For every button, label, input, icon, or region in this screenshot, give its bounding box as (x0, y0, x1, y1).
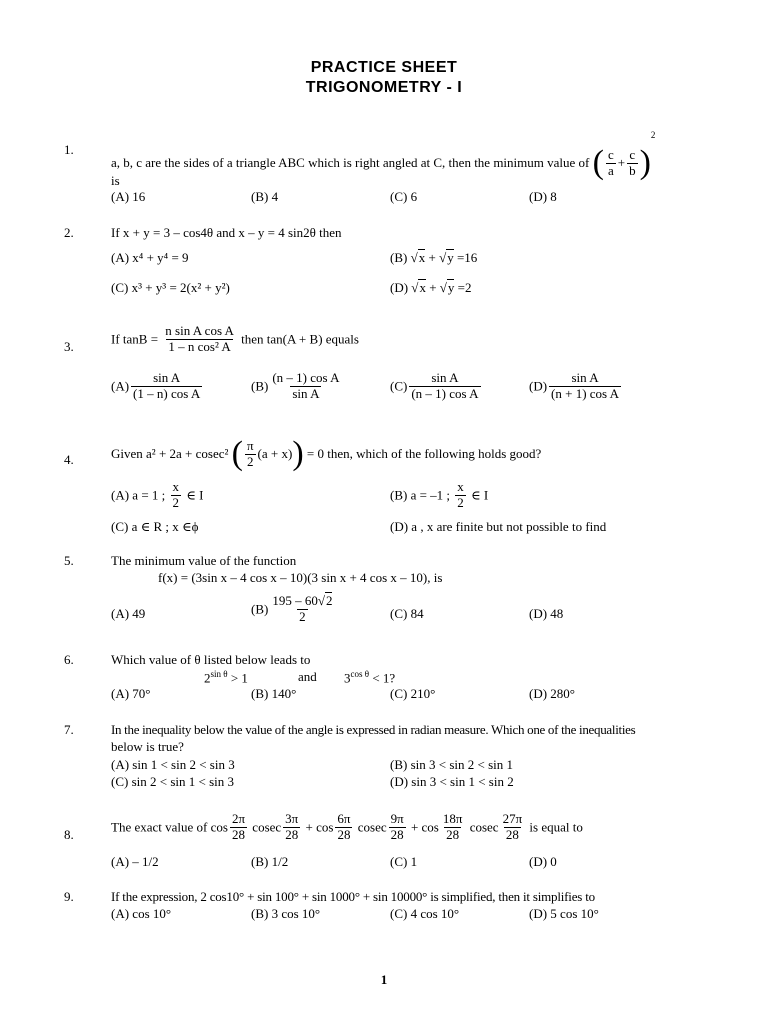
paren: ( (592, 144, 604, 182)
rel: > 1 (227, 670, 248, 686)
den: (n + 1) cos A (551, 385, 620, 401)
question-number: 9. (64, 889, 74, 904)
base: 2 (204, 670, 211, 686)
den: 28 (285, 826, 299, 842)
base: 3 (344, 670, 351, 686)
label: (B) (390, 250, 411, 265)
num: 27π (502, 811, 523, 826)
rhs: =2 (454, 280, 472, 295)
question-text (111, 812, 583, 843)
option-c: (C) 4 cos 10° (390, 906, 460, 921)
rel: < 1? (369, 670, 396, 686)
option-b: (B) √x + √y =16 (390, 250, 478, 265)
fraction (409, 371, 480, 402)
condition-2 (344, 669, 395, 686)
num: n sin A cos A (165, 323, 234, 338)
paren: ) (292, 435, 304, 472)
fraction (171, 480, 182, 511)
radicand: y (447, 250, 454, 265)
condition-1 (204, 669, 248, 686)
num: sin A (431, 370, 459, 385)
question-number: 7. (64, 722, 74, 737)
question-number: 4. (64, 452, 74, 467)
option-d: (D) a , x are finite but not possible to find (390, 519, 607, 534)
question-text-cont: below is true? (111, 739, 184, 754)
den: a (607, 162, 614, 178)
num: 9π (390, 811, 404, 826)
option-d: (D) 8 (529, 189, 557, 204)
label: (A) a = 1 ; (111, 487, 169, 503)
page-title: PRACTICE SHEET (310, 59, 458, 76)
question-text: Which value of θ listed below leads to (111, 652, 311, 667)
question-number: 3. (64, 339, 74, 354)
radicand: y (447, 280, 455, 295)
den: 1 – n cos² A (168, 338, 231, 354)
plus: + (425, 250, 440, 265)
q1-text: a, b, c are the sides of a triangle ABC which is right angled at C, then the minimum value of (111, 155, 590, 171)
option-c (390, 371, 483, 402)
post-text: = 0 then, which of the following holds good? (303, 446, 542, 461)
option-b: (B) 140° (251, 686, 297, 701)
fraction (131, 371, 202, 402)
radicand: x (419, 280, 426, 295)
option-d: (D) 5 cos 10° (529, 906, 599, 921)
option-c: (C) 6 (390, 189, 418, 204)
plus: + (617, 155, 626, 171)
num: c (607, 146, 614, 162)
term: + cos (302, 819, 334, 835)
term: cosec (249, 819, 282, 835)
fraction (627, 148, 638, 179)
fraction (245, 439, 256, 470)
den: b (629, 162, 636, 178)
label: (A) (111, 378, 130, 394)
label: (B) (251, 601, 269, 617)
option-a: (A) 16 (111, 189, 146, 204)
label: (B) a = –1 ; (390, 487, 454, 503)
option-d: (D) sin 3 < sin 1 < sin 2 (390, 774, 514, 789)
term: cos (210, 819, 228, 835)
num: 2π (231, 811, 246, 826)
den: 28 (232, 826, 245, 842)
if-text: If tanB = (111, 331, 159, 347)
fraction (606, 148, 616, 179)
option-c: (C) 1 (390, 854, 418, 869)
term: + cos (407, 819, 439, 835)
den: 2 (172, 494, 180, 510)
label: (D) (529, 378, 548, 394)
option-d: (D) 48 (529, 606, 564, 621)
num: 3π (285, 811, 299, 826)
question-number: 2. (64, 225, 74, 240)
inner: (a + x) (257, 446, 293, 461)
den: sin A (292, 385, 320, 401)
option-a: (A) x⁴ + y⁴ = 9 (111, 250, 189, 265)
paren: ( (231, 435, 243, 472)
question-text: In the inequality below the value of the angle is expressed in radian measure. Which one of the inequalities (111, 722, 636, 737)
option-c: (C) 84 (390, 606, 424, 621)
option-b: (B) sin 3 < sin 2 < sin 1 (390, 757, 514, 772)
option-c: (C) a ∈ R ; x ∈ϕ (111, 519, 199, 534)
num: x (457, 479, 464, 494)
fraction (270, 594, 334, 625)
num: c (629, 146, 636, 162)
den: 28 (390, 826, 404, 842)
option-a: (A) sin 1 < sin 2 < sin 3 (111, 757, 235, 772)
num-text: 195 – 60 (272, 593, 318, 608)
num: sin A (571, 370, 599, 385)
exponent: 2 (650, 130, 656, 140)
label: (B) (251, 378, 269, 394)
question-number: 6. (64, 652, 74, 667)
pre-text: Given a² + 2a + cosec² (111, 446, 229, 461)
num: 18π (442, 811, 463, 826)
option-a (111, 480, 203, 511)
option-c: (C) 210° (390, 686, 436, 701)
den: (n – 1) cos A (411, 385, 479, 401)
den: 2 (457, 494, 464, 510)
option-d: (D) 0 (529, 854, 557, 869)
fraction (335, 812, 352, 843)
option-b: (B) 3 cos 10° (251, 906, 321, 921)
option-a: (A) 49 (111, 606, 146, 621)
post: ∈ I (183, 487, 204, 503)
fraction (501, 812, 525, 843)
pre-text: The exact value of (111, 819, 211, 835)
question-text: The minimum value of the function (111, 553, 297, 568)
fraction (549, 371, 621, 402)
radicand: 2 (325, 593, 333, 608)
option-b (251, 371, 344, 402)
then-text: then tan(A + B) equals (241, 331, 359, 347)
question-text: If the expression, 2 cos10° + sin 100° + sin 1000° + sin 10000° is simplified, then it simplifies to (111, 889, 595, 904)
page-subtitle: TRIGONOMETRY - I (305, 79, 463, 96)
question-number: 8. (64, 827, 74, 842)
term: cosec (466, 819, 499, 835)
paren: ) (639, 144, 651, 182)
question-text: If x + y = 3 – cos4θ and x – y = 4 sin2θ then (111, 225, 342, 240)
plus: + (425, 280, 440, 295)
option-a: (A) 70° (111, 686, 151, 701)
option-d: (D) √x + √y =2 (390, 280, 472, 295)
den: 2 (247, 453, 254, 469)
function-expr: f(x) = (3sin x – 4 cos x – 10)(3 sin x + 4 cos x – 10), is (158, 570, 443, 585)
term: cosec (354, 819, 387, 835)
question-number: 1. (64, 142, 74, 157)
num: (n – 1) cos A (272, 370, 340, 385)
and-text: and (298, 669, 317, 684)
label: (D) (390, 280, 412, 295)
option-d (529, 371, 623, 402)
num: sin A (153, 370, 181, 385)
option-a: (A) – 1/2 (111, 854, 159, 869)
num: x (172, 479, 180, 494)
radicand: x (418, 250, 426, 265)
den: 2 (299, 608, 306, 624)
rhs: =16 (453, 250, 478, 265)
label: (C) (390, 378, 408, 394)
option-d: (D) 280° (529, 686, 575, 701)
exponent: sin θ (210, 669, 228, 679)
fraction (230, 812, 247, 843)
option-b: (B) 4 (251, 189, 279, 204)
fraction (441, 812, 465, 843)
question-text (111, 130, 655, 180)
option-a: (A) cos 10° (111, 906, 172, 921)
num: 195 – 60√2 (272, 593, 333, 608)
fraction (270, 371, 341, 402)
den: 28 (505, 826, 519, 842)
exponent: cos θ (350, 669, 370, 679)
page-number: 1 (380, 972, 388, 987)
fraction (455, 480, 466, 511)
num: π (246, 437, 254, 453)
fraction (163, 324, 236, 355)
question-text-cont: is (111, 173, 120, 188)
den: 28 (446, 826, 460, 842)
den: (1 – n) cos A (133, 385, 201, 401)
option-b: (B) 1/2 (251, 854, 289, 869)
option-c: (C) sin 2 < sin 1 < sin 3 (111, 774, 235, 789)
fraction (283, 812, 300, 843)
post: ∈ I (467, 487, 489, 503)
question-text (111, 437, 541, 471)
option-a (111, 371, 204, 402)
option-b (251, 594, 336, 625)
post-text: is equal to (526, 819, 583, 835)
question-text (111, 324, 359, 355)
option-b (390, 480, 488, 511)
den: 28 (337, 826, 351, 842)
num: 6π (337, 811, 351, 826)
fraction (389, 812, 406, 843)
question-number: 5. (64, 553, 74, 568)
option-c: (C) x³ + y³ = 2(x² + y²) (111, 280, 230, 295)
